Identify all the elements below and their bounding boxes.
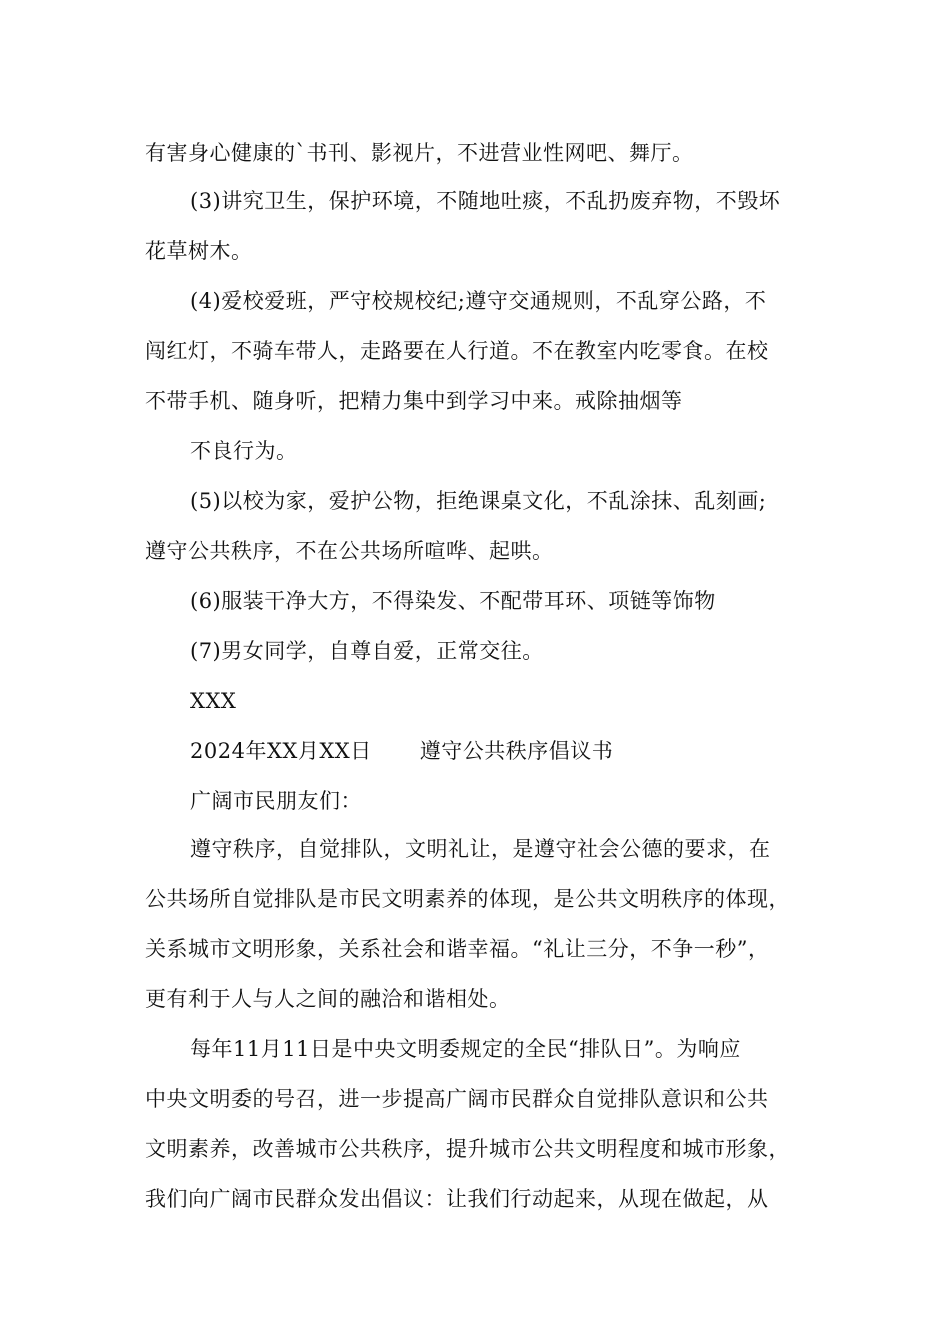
text-line: (5)以校为家，爱护公物，拒绝课桌文化，不乱涂抹、乱刻画; (190, 489, 767, 513)
date-and-title-line (190, 736, 613, 766)
text-line: (3)讲究卫生，保护环境，不随地吐痰，不乱扔废弃物，不毁坏 (190, 189, 781, 213)
proposal-title: 遵守公共秩序倡议书 (419, 739, 614, 763)
text-line: 关系城市文明形象，关系社会和谐幸福。“礼让三分，不争一秒”， (145, 937, 770, 961)
text-line: 不良行为。 (190, 439, 298, 463)
text-line: 文明素养，改善城市公共秩序，提升城市公共文明程度和城市形象， (145, 1137, 790, 1161)
text-line: 遵守秩序，自觉排队，文明礼让，是遵守社会公德的要求，在 (190, 837, 771, 861)
text-line: 中央文明委的号召，进一步提高广阔市民群众自觉排队意识和公共 (145, 1087, 769, 1111)
text-line: (4)爱校爱班，严守校规校纪;遵守交通规则，不乱穿公路，不 (190, 289, 767, 313)
text-line: 不带手机、随身听，把精力集中到学习中来。戒除抽烟等 (145, 389, 683, 413)
text-line: (7)男女同学，自尊自爱，正常交往。 (190, 639, 544, 663)
text-line: (6)服装干净大方，不得染发、不配带耳环、项链等饰物 (190, 589, 716, 613)
signature-date: 2024年XX月XX日 (190, 739, 372, 763)
text-line: 有害身心健康的`书刊、影视片，不进营业性网吧、舞厅。 (145, 141, 694, 165)
text-line: 花草树木。 (145, 239, 253, 263)
text-line: 我们向广阔市民群众发出倡议：让我们行动起来，从现在做起，从 (145, 1187, 769, 1211)
text-line: 闯红灯，不骑车带人，走路要在人行道。不在教室内吃零食。在校 (145, 339, 769, 363)
text-line: 更有利于人与人之间的融洽和谐相处。 (145, 987, 511, 1011)
text-line: 公共场所自觉排队是市民文明素养的体现，是公共文明秩序的体现， (145, 887, 790, 911)
signature-name: XXX (190, 689, 237, 713)
salutation: 广阔市民朋友们： (190, 789, 362, 813)
text-line: 每年11月11日是中央文明委规定的全民“排队日”。为响应 (190, 1037, 741, 1061)
text-line: 遵守公共秩序，不在公共场所喧哗、起哄。 (145, 539, 554, 563)
